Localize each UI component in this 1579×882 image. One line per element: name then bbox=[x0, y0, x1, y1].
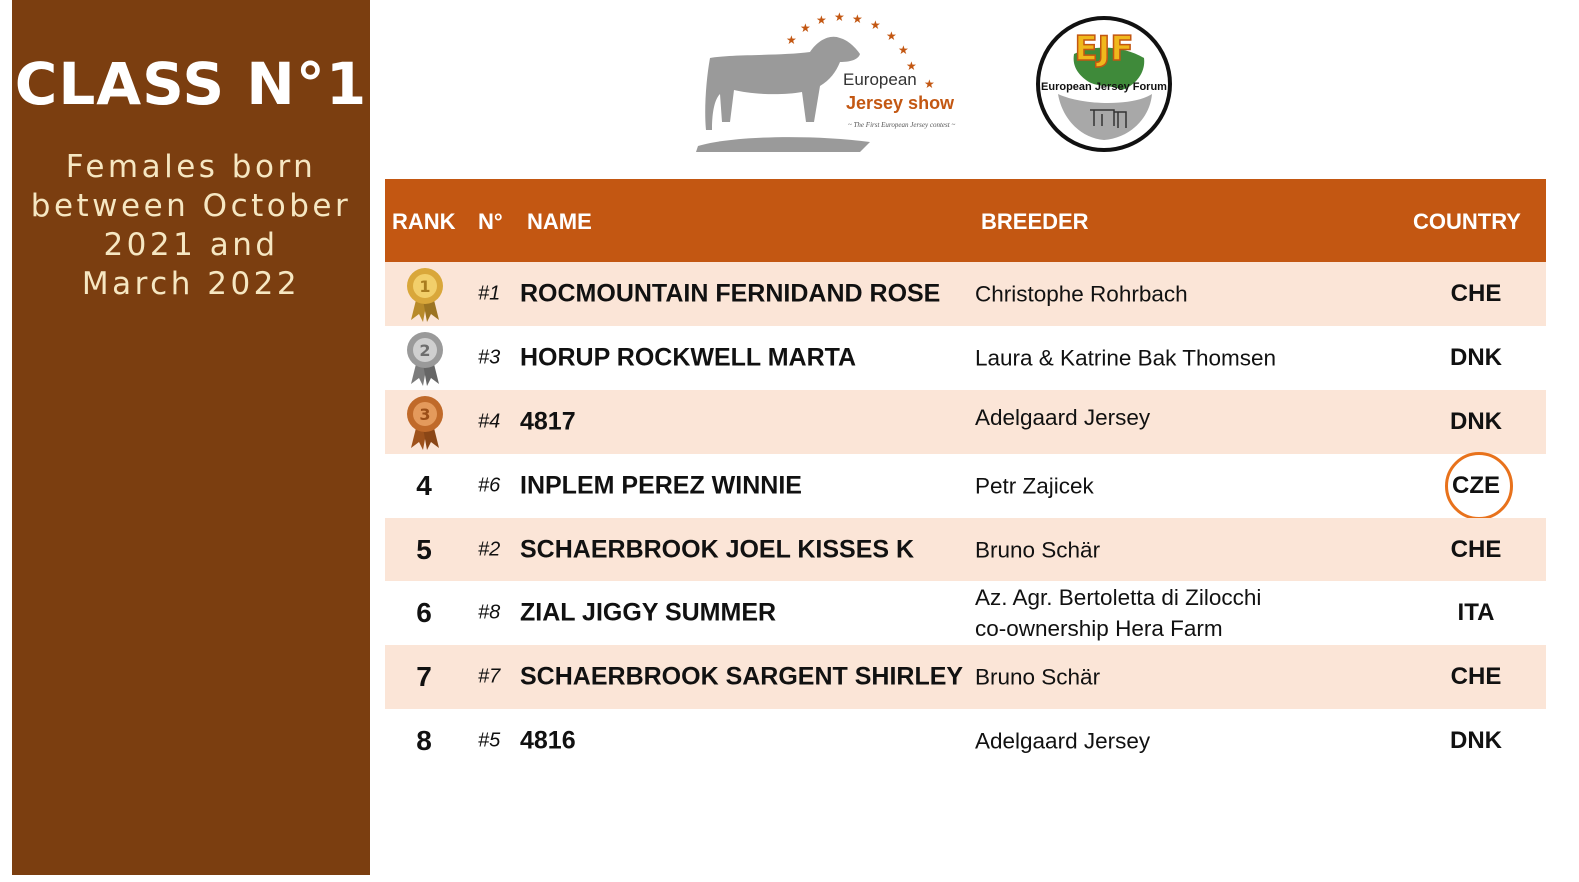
breeder-name bbox=[975, 582, 1261, 644]
svg-text:★: ★ bbox=[816, 13, 827, 27]
country-code: DNK bbox=[1450, 343, 1502, 371]
header-rank: RANK bbox=[392, 209, 456, 234]
svg-text:★: ★ bbox=[800, 21, 811, 35]
entry-number: #7 bbox=[478, 665, 501, 688]
svg-text:★: ★ bbox=[852, 12, 863, 26]
animal-name: SCHAERBROOK SARGENT SHIRLEY bbox=[520, 662, 964, 691]
header-breeder: BREEDER bbox=[981, 209, 1089, 234]
svg-text:★: ★ bbox=[906, 59, 917, 73]
table-row bbox=[385, 645, 1546, 709]
class-sidebar bbox=[12, 0, 370, 875]
silver-medal-icon bbox=[403, 330, 447, 386]
breeder-name: Bruno Schär bbox=[975, 664, 1101, 690]
rank-number: 7 bbox=[416, 661, 432, 693]
medal-rank: 2 bbox=[419, 340, 431, 360]
entry-number: #3 bbox=[478, 346, 501, 369]
animal-name: 4816 bbox=[520, 726, 576, 755]
rank-number: 8 bbox=[416, 725, 432, 757]
breeder-name: Petr Zajicek bbox=[975, 473, 1094, 499]
animal-name: INPLEM PEREZ WINNIE bbox=[520, 471, 802, 500]
svg-text:★: ★ bbox=[924, 77, 935, 91]
breeder-name: Christophe Rohrbach bbox=[975, 281, 1188, 307]
animal-name: ZIAL JIGGY SUMMER bbox=[520, 598, 777, 627]
table-row bbox=[385, 581, 1546, 645]
breeder-name-line: Az. Agr. Bertoletta di Zilocchi bbox=[975, 585, 1262, 611]
svg-text:★: ★ bbox=[834, 10, 845, 24]
entry-number: #2 bbox=[478, 538, 501, 560]
ejf-letters: EJF bbox=[1074, 29, 1134, 69]
class-subtitle-line: March 2022 bbox=[81, 266, 301, 302]
entry-number: #1 bbox=[478, 282, 501, 305]
medal-rank: 1 bbox=[419, 277, 431, 296]
table-row bbox=[385, 518, 1546, 582]
country-code: CHE bbox=[1450, 535, 1502, 563]
country-code: DNK bbox=[1450, 727, 1502, 755]
rank-number: 4 bbox=[416, 469, 432, 501]
medal-rank: 3 bbox=[419, 404, 431, 424]
class-subtitle-line: 2021 and bbox=[103, 227, 279, 263]
class-subtitle bbox=[24, 148, 358, 304]
class-subtitle-line: between October bbox=[30, 188, 352, 224]
table-header bbox=[385, 179, 1546, 262]
rank-number: 5 bbox=[416, 533, 432, 565]
breeder-name: Bruno Schär bbox=[975, 537, 1101, 562]
breeder-name: Adelgaard Jersey bbox=[975, 728, 1151, 754]
logo-show-line1: European bbox=[843, 70, 917, 89]
svg-text:★: ★ bbox=[786, 33, 797, 47]
table-row bbox=[385, 326, 1546, 390]
results-table bbox=[385, 179, 1546, 773]
class-subtitle-line: Females born bbox=[65, 149, 317, 185]
table-row bbox=[385, 454, 1546, 518]
gold-medal-icon bbox=[403, 266, 447, 322]
table-row bbox=[385, 390, 1546, 454]
animal-name: HORUP ROCKWELL MARTA bbox=[520, 343, 857, 372]
entry-number: #8 bbox=[478, 601, 501, 624]
ejf-name: European Jersey Forum bbox=[1041, 81, 1167, 93]
cow-silhouette-icon bbox=[705, 37, 860, 130]
animal-name: 4817 bbox=[520, 407, 576, 436]
country-code-highlighted: CZE bbox=[1425, 472, 1527, 500]
logo-show-line2: Jersey show bbox=[846, 93, 955, 113]
country-code: CHE bbox=[1450, 663, 1502, 691]
country-code: DNK bbox=[1450, 407, 1502, 435]
ejf-logo bbox=[1034, 14, 1174, 154]
breeder-name: Adelgaard Jersey bbox=[975, 404, 1151, 430]
svg-text:★: ★ bbox=[870, 18, 881, 32]
animal-name: SCHAERBROOK JOEL KISSES K bbox=[520, 535, 915, 563]
logo-show-tagline: ~ The First European Jersey contest ~ bbox=[848, 121, 956, 129]
svg-text:★: ★ bbox=[898, 43, 909, 57]
country-code: CHE bbox=[1450, 279, 1502, 307]
table-row bbox=[385, 709, 1546, 773]
svg-text:★: ★ bbox=[886, 29, 897, 43]
breeder-name: Laura & Katrine Bak Thomsen bbox=[975, 345, 1277, 371]
bronze-medal-icon bbox=[403, 394, 447, 450]
rank-number: 6 bbox=[416, 597, 432, 629]
header-country: COUNTRY bbox=[1413, 209, 1521, 234]
entry-number: #4 bbox=[478, 410, 501, 433]
header-number: N° bbox=[478, 209, 503, 234]
header-name: NAME bbox=[527, 209, 592, 234]
class-title: CLASS N°1 bbox=[14, 50, 368, 118]
country-code: ITA bbox=[1457, 599, 1495, 627]
entry-number: #6 bbox=[478, 474, 501, 497]
entry-number: #5 bbox=[478, 729, 501, 752]
table-row bbox=[385, 262, 1546, 326]
european-jersey-show-logo bbox=[690, 10, 980, 160]
animal-name: ROCMOUNTAIN FERNIDAND ROSE bbox=[520, 279, 941, 308]
breeder-name-line: co-ownership Hera Farm bbox=[975, 616, 1223, 642]
